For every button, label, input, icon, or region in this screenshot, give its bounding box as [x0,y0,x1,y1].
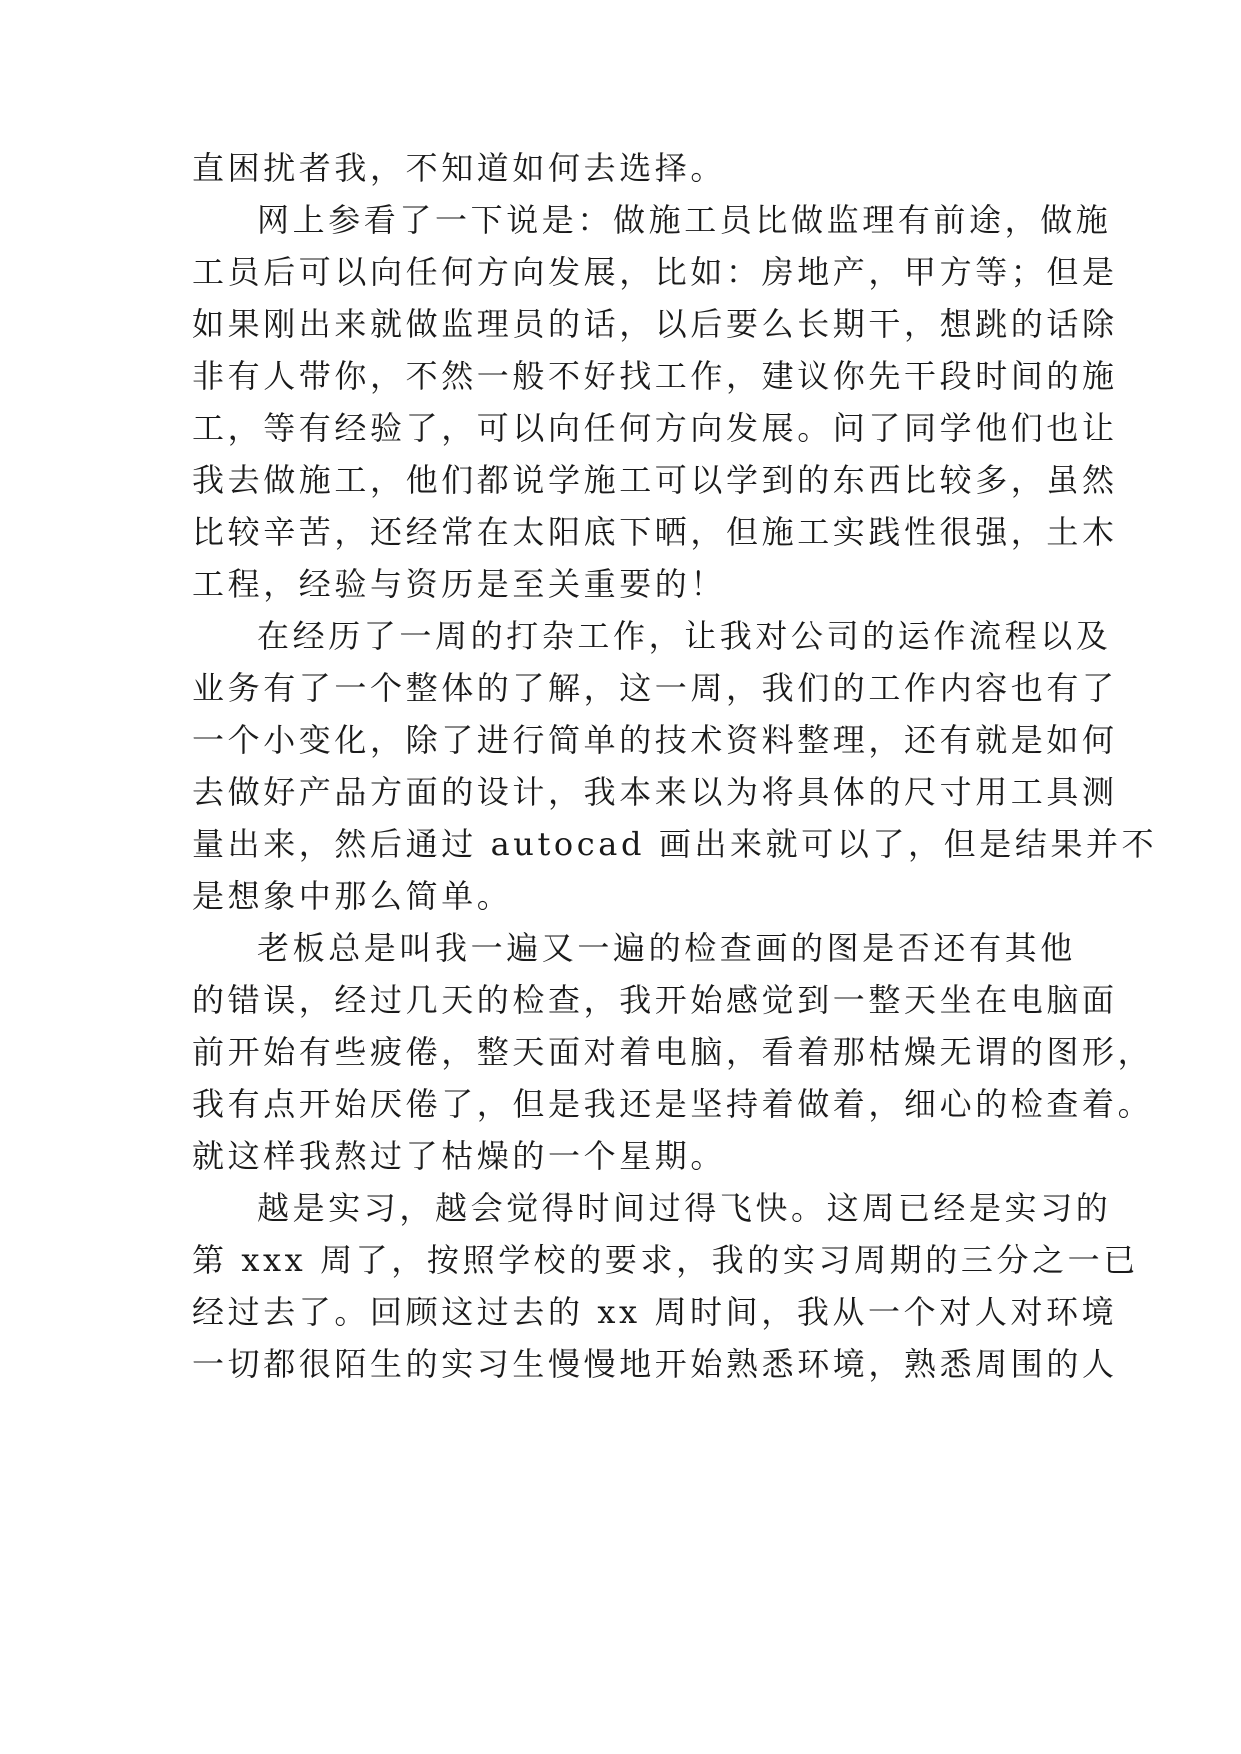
text-line: 老板总是叫我一遍又一遍的检查画的图是否还有其他 [257,929,1076,967]
text-line: 前开始有些疲倦，整天面对着电脑，看着那枯燥无谓的图形， [192,1033,1154,1071]
text-line: 比较辛苦，还经常在太阳底下晒，但施工实践性很强，土木 [192,513,1118,551]
text-line: 去做好产品方面的设计，我本来以为将具体的尺寸用工具测 [192,773,1118,811]
text-line: 如果刚出来就做监理员的话，以后要么长期干，想跳的话除 [192,305,1118,343]
text-line: 直困扰者我，不知道如何去选择。 [192,149,727,187]
text-line: 非有人带你，不然一般不好找工作，建议你先干段时间的施 [192,357,1118,395]
text-line: 工，等有经验了，可以向任何方向发展。问了同学他们也让 [192,409,1118,447]
text-line: 在经历了一周的打杂工作，让我对公司的运作流程以及 [257,617,1112,655]
text-line: 我去做施工，他们都说学施工可以学到的东西比较多，虽然 [192,461,1118,499]
text-line: 工员后可以向任何方向发展，比如：房地产，甲方等；但是 [192,253,1118,291]
text-line: 工程，经验与资历是至关重要的！ [192,565,727,603]
text-line: 量出来，然后通过 autocad 画出来就可以了，但是结果并不 [192,825,1158,863]
text-line: 一个小变化，除了进行简单的技术资料整理，还有就是如何 [192,721,1118,759]
text-line: 是想象中那么简单。 [192,877,513,915]
text-line: 经过去了。回顾这过去的 xx 周时间，我从一个对人对环境 [192,1293,1118,1331]
text-line: 就这样我熬过了枯燥的一个星期。 [192,1137,727,1175]
text-line: 的错误，经过几天的检查，我开始感觉到一整天坐在电脑面 [192,981,1118,1019]
text-line: 业务有了一个整体的了解，这一周，我们的工作内容也有了 [192,669,1118,707]
text-line: 越是实习，越会觉得时间过得飞快。这周已经是实习的 [257,1189,1112,1227]
text-line: 网上参看了一下说是：做施工员比做监理有前途，做施 [257,201,1112,239]
text-line: 一切都很陌生的实习生慢慢地开始熟悉环境，熟悉周围的人 [192,1345,1118,1383]
text-line: 第 xxx 周了，按照学校的要求，我的实习周期的三分之一已 [192,1241,1139,1279]
text-line: 我有点开始厌倦了，但是我还是坚持着做着，细心的检查着。 [192,1085,1154,1123]
